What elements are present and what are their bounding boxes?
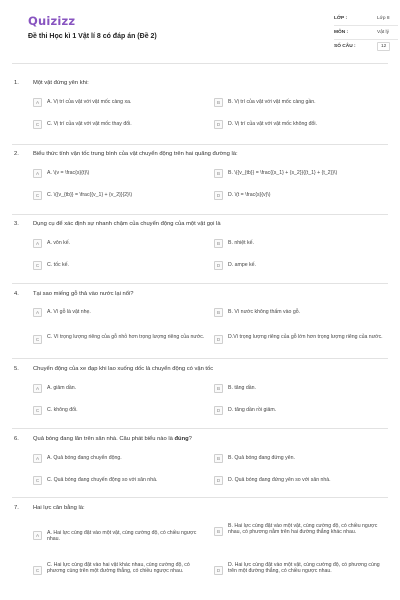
option-text: D. Hai lực cùng đặt vào một vật, cùng cường độ, có phương cùng trên một đường thẳng, có chiều ngược nhau. — [228, 562, 380, 575]
option-letter-box: C — [33, 261, 42, 270]
count-value: 12 — [377, 42, 390, 51]
option-letter-box: D — [214, 335, 223, 344]
option-letter-box: D — [214, 261, 223, 270]
question-5 — [12, 366, 388, 426]
option-text: C. tốc kế. — [47, 262, 69, 268]
option-letter-box: C — [33, 191, 42, 200]
question-number: 3. — [14, 221, 19, 227]
option-text: A. \(v = \frac{s}{t}\) — [47, 170, 90, 176]
option-text: A. Quả bóng đang chuyển động. — [47, 455, 122, 461]
option-text: D. ampe kế. — [228, 262, 256, 268]
count-label: SỐ CÂU : — [334, 44, 356, 49]
option-letter-box: B — [214, 239, 223, 248]
option-text: C. Quả bóng đang chuyển động so với sân nhà. — [47, 477, 158, 483]
option-letter-box: A — [33, 169, 42, 178]
meta-row-count — [334, 40, 398, 54]
question-text: Tại sao miếng gỗ thả vào nước lại nổi? — [33, 291, 134, 297]
question-3 — [12, 221, 388, 281]
option-letter-box: C — [33, 335, 42, 344]
option-letter-box: A — [33, 384, 42, 393]
question-number: 5. — [14, 366, 19, 372]
option-text: B. Quả bóng đang đứng yên. — [228, 455, 295, 461]
option-text: B. tăng dần. — [228, 385, 256, 391]
option-letter-box: C — [33, 120, 42, 129]
option-letter-box: A — [33, 308, 42, 317]
option-letter-box: B — [214, 454, 223, 463]
class-value: Lớp 8 — [377, 16, 390, 21]
question-7 — [12, 505, 388, 600]
worksheet-header — [12, 0, 388, 64]
option-text: D.Vì trọng lượng riêng của gỗ lớn hơn trọng lượng riêng của nước. — [228, 334, 383, 340]
option-text: A. Hai lực cùng đặt vào một vật, cùng cường độ, có chiều ngược nhau. — [47, 530, 197, 543]
question-number: 4. — [14, 291, 19, 297]
option-letter-box: A — [33, 98, 42, 107]
option-text: B. Vì nước không thấm vào gỗ. — [228, 309, 301, 315]
question-text-emphasis: đúng — [174, 436, 189, 442]
question-6 — [12, 436, 388, 496]
option-letter-box: A — [33, 239, 42, 248]
option-text: C. \({v_{tb}} = \frac{{v_1} + {v_2}}{2}\) — [47, 192, 133, 198]
option-text: C. Vì trọng lượng riêng của gỗ nhỏ hơn trọng lượng riêng của nước. — [47, 334, 205, 340]
option-text: C. không đổi. — [47, 407, 78, 413]
option-text: B. Vị trí của vật với vật mốc càng gần. — [228, 99, 316, 105]
question-number: 1. — [14, 80, 19, 86]
option-letter-box: C — [33, 476, 42, 485]
question-text-before: Quả bóng đang lăn trên sân nhà. Câu phát biểu nào là — [33, 436, 175, 442]
meta-table — [334, 12, 398, 54]
option-letter-box: B — [214, 169, 223, 178]
option-text: D. Vị trí của vật với vật mốc không đổi. — [228, 121, 318, 127]
option-letter-box: B — [214, 308, 223, 317]
option-text: A. giảm dần. — [47, 385, 77, 391]
document-title: Đề thi Học kì 1 Vật lí 8 có đáp án (Đề 2) — [28, 33, 157, 40]
option-letter-box: A — [33, 454, 42, 463]
option-text: A. vôn kế. — [47, 240, 71, 246]
option-letter-box: D — [214, 476, 223, 485]
question-text — [33, 436, 192, 442]
question-divider — [12, 214, 388, 215]
subject-value: Vật lý — [377, 30, 389, 35]
question-number: 2. — [14, 151, 19, 157]
option-text: A. Vì gỗ là vật nhẹ. — [47, 309, 91, 315]
class-label: LỚP : — [334, 16, 348, 21]
option-text: D. Quả bóng đang đứng yên so với sân nhà. — [228, 477, 331, 483]
question-2 — [12, 151, 388, 231]
quizizz-logo[interactable]: Quizizz — [28, 14, 76, 28]
option-letter-box: B — [214, 98, 223, 107]
question-number: 6. — [14, 436, 19, 442]
option-text: B. nhiệt kế. — [228, 240, 254, 246]
subject-label: MÔN : — [334, 30, 349, 35]
meta-row-class — [334, 12, 398, 26]
question-divider — [12, 283, 388, 284]
option-letter-box: A — [33, 531, 42, 540]
question-4 — [12, 291, 388, 361]
option-letter-box: C — [33, 566, 42, 575]
meta-row-subject — [334, 26, 398, 40]
option-letter-box: B — [214, 384, 223, 393]
question-text: Dụng cụ để xác định sự nhanh chậm của chuyển động của một vật gọi là — [33, 221, 221, 227]
option-text: D. \(t = \frac{s}{v}\) — [228, 192, 271, 198]
question-divider — [12, 144, 388, 145]
question-text-after: ? — [188, 436, 192, 442]
question-divider — [12, 358, 388, 359]
option-text: D. tăng dần rồi giảm. — [228, 407, 277, 413]
question-divider — [12, 497, 388, 498]
question-text: Biểu thức tính vận tốc trung bình của vật chuyển động trên hai quãng đường là: — [33, 151, 238, 157]
option-text: B. \({v_{tb}} = \frac{{s_1} + {s_2}}{{t_1} + {t_2}}\) — [228, 170, 338, 176]
option-text: C. Hai lực cùng đặt vào hai vật khác nhau, cùng cường độ, có phương cùng trên một đường thẳng, có chiều ngược nhau. — [47, 562, 190, 575]
option-text: C. Vị trí của vật với vật mốc thay đổi. — [47, 121, 132, 127]
question-divider — [12, 428, 388, 429]
option-letter-box: D — [214, 120, 223, 129]
question-text: Hai lực cân bằng là: — [33, 505, 85, 511]
option-letter-box: C — [33, 406, 42, 415]
option-letter-box: D — [214, 406, 223, 415]
question-text: Chuyển động của xe đạp khi lao xuống dốc là chuyển động có vận tốc — [33, 366, 214, 372]
option-letter-box: D — [214, 566, 223, 575]
option-letter-box: B — [214, 527, 223, 536]
option-text: B. Hai lực cùng đặt vào một vật, cùng cường độ, có chiều ngược nhau, có phương nằm trên hai đường thẳng khác nhau. — [228, 523, 378, 536]
option-letter-box: D — [214, 191, 223, 200]
question-1 — [12, 80, 388, 140]
question-number: 7. — [14, 505, 19, 511]
option-text: A. Vị trí của vật với vật mốc càng xa. — [47, 99, 132, 105]
question-text: Một vật đứng yên khi: — [33, 80, 89, 86]
